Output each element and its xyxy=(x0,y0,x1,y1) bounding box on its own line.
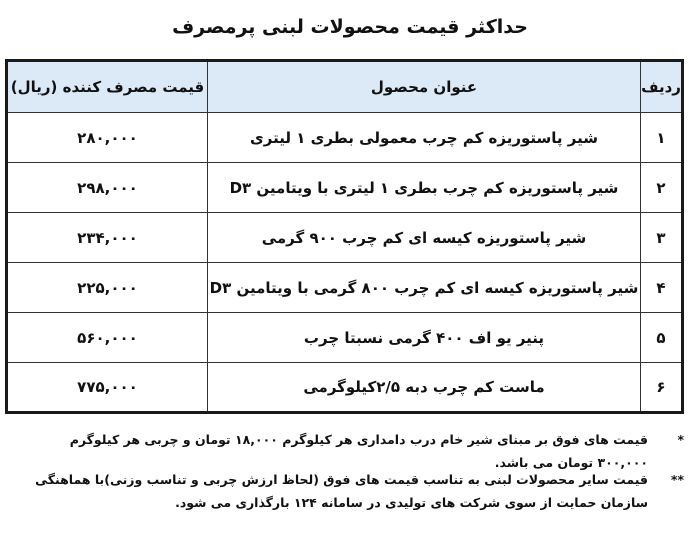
product-name: شیر پاستوریزه کم چرب معمولی بطری ۱ لیتری xyxy=(208,113,641,163)
table-row xyxy=(7,113,683,163)
footnote-2 xyxy=(20,468,688,514)
price-table xyxy=(5,59,684,414)
product-price: ۲۳۴,۰۰۰ xyxy=(7,213,208,263)
product-price: ۲۹۸,۰۰۰ xyxy=(7,163,208,213)
table-header-row xyxy=(7,61,683,113)
header-consumer-price: قیمت مصرف کننده (ریال) xyxy=(7,61,208,113)
row-number: ۳ xyxy=(641,213,683,263)
row-number: ۵ xyxy=(641,313,683,363)
document-title: حداکثر قیمت محصولات لبنی پرمصرف xyxy=(172,16,528,38)
footnote-text: قیمت سایر محصولات لبنی به تناسب قیمت های فوق (لحاظ ارزش چربی و تناسب وزنی)با هماهنگی سازمان حمایت از سوی شرکت های تولیدی در سامانه ۱۲۴ بارگذاری می شود. xyxy=(35,472,648,510)
header-row-number: ردیف xyxy=(641,61,683,113)
table-row xyxy=(7,213,683,263)
asterisk-mark: * xyxy=(677,432,684,447)
row-number: ۲ xyxy=(641,163,683,213)
product-name: پنیر یو اف ۴۰۰ گرمی نسبتا چرب xyxy=(208,313,641,363)
product-price: ۲۸۰,۰۰۰ xyxy=(7,113,208,163)
table-row xyxy=(7,163,683,213)
row-number: ۴ xyxy=(641,263,683,313)
double-asterisk-mark: ** xyxy=(670,472,684,487)
product-name: شیر پاستوریزه کیسه ای کم چرب ۹۰۰ گرمی xyxy=(208,213,641,263)
product-price: ۲۲۵,۰۰۰ xyxy=(7,263,208,313)
header-product-name: عنوان محصول xyxy=(208,61,641,113)
table-row xyxy=(7,263,683,313)
product-name: شیر پاستوریزه کیسه ای کم چرب ۸۰۰ گرمی با ویتامین D۳ xyxy=(208,263,641,313)
product-price: ۵۶۰,۰۰۰ xyxy=(7,313,208,363)
product-name: شیر پاستوریزه کم چرب بطری ۱ لیتری با ویتامین D۳ xyxy=(208,163,641,213)
table-row xyxy=(7,363,683,413)
row-number: ۶ xyxy=(641,363,683,413)
table-row xyxy=(7,313,683,363)
footnote-text: قیمت های فوق بر مبنای شیر خام درب دامداری هر کیلوگرم ۱۸,۰۰۰ تومان و چربی هر کیلوگرم ۳۰۰,۰۰۰ تومان می باشد. xyxy=(69,432,648,470)
row-number: ۱ xyxy=(641,113,683,163)
product-name: ماست کم چرب دبه ۲/۵کیلوگرمی xyxy=(208,363,641,413)
product-price: ۷۷۵,۰۰۰ xyxy=(7,363,208,413)
